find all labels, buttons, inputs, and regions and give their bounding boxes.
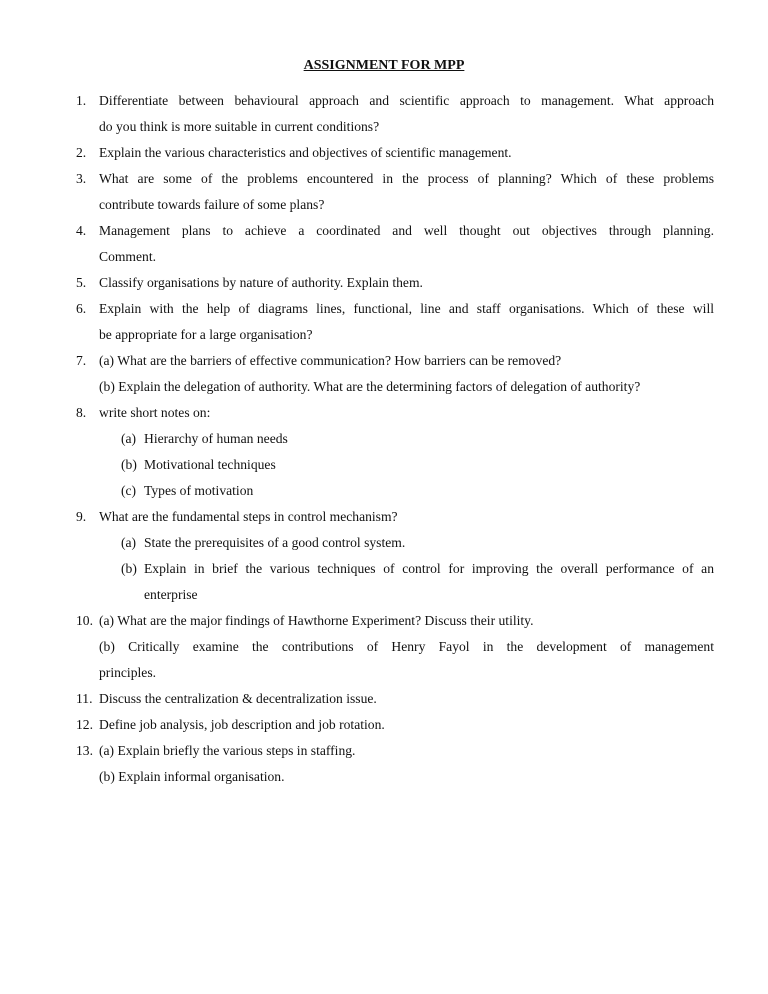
question-number: 6. bbox=[76, 301, 87, 316]
question-text bbox=[99, 348, 714, 400]
question-line: write short notes on: bbox=[99, 405, 211, 420]
question-number: 10. bbox=[76, 613, 93, 628]
question-number: 5. bbox=[76, 275, 87, 290]
question-number: 4. bbox=[76, 223, 87, 238]
question-text bbox=[99, 218, 714, 270]
sub-label: (c) bbox=[121, 483, 137, 498]
question-line: (b) Explain the delegation of authority. What are the determining factors of delegation of authority? bbox=[99, 379, 641, 394]
question-line: Explain with the help of diagrams lines, functional, line and staff organisations. Which of these will bbox=[99, 301, 714, 316]
sub-question bbox=[121, 530, 714, 556]
question-line: Comment. bbox=[99, 249, 157, 264]
question-line: Classify organisations by nature of authority. Explain them. bbox=[99, 275, 423, 290]
sub-text: Types of motivation bbox=[144, 483, 254, 498]
sub-question bbox=[121, 426, 714, 452]
question-text bbox=[99, 712, 714, 738]
question-text bbox=[99, 296, 714, 348]
question-line: (b) Critically examine the contributions of Henry Fayol in the development of management bbox=[99, 639, 714, 654]
question-number: 1. bbox=[76, 93, 87, 108]
question-number: 11. bbox=[76, 691, 93, 706]
question-line: (a) What are the major findings of Hawthorne Experiment? Discuss their utility. bbox=[99, 613, 534, 628]
sub-text: Hierarchy of human needs bbox=[144, 431, 288, 446]
question-line: What are the fundamental steps in control mechanism? bbox=[99, 509, 398, 524]
question-line: Explain the various characteristics and objectives of scientific management. bbox=[99, 145, 512, 160]
sub-label: (b) bbox=[121, 561, 137, 576]
question-text bbox=[99, 400, 714, 504]
question-line: Management plans to achieve a coordinated and well thought out objectives through planning. bbox=[99, 223, 714, 238]
sub-text: Explain in brief the various techniques of control for improving the overall performance of an bbox=[144, 561, 714, 576]
sub-label: (a) bbox=[121, 431, 137, 446]
question-text bbox=[99, 738, 714, 790]
question-line: Differentiate between behavioural approach and scientific approach to management. What approach bbox=[99, 93, 714, 108]
question-text bbox=[99, 270, 714, 296]
question-line: What are some of the problems encountered in the process of planning? Which of these problems bbox=[99, 171, 714, 186]
sub-label: (a) bbox=[121, 535, 137, 550]
question-text bbox=[99, 608, 714, 686]
question-text bbox=[99, 140, 714, 166]
sub-question bbox=[121, 478, 714, 504]
question-number: 12. bbox=[76, 717, 93, 732]
question-line: Define job analysis, job description and job rotation. bbox=[99, 717, 385, 732]
question-line: be appropriate for a large organisation? bbox=[99, 327, 313, 342]
question-number: 9. bbox=[76, 509, 87, 524]
question-number: 7. bbox=[76, 353, 87, 368]
question-line: contribute towards failure of some plans? bbox=[99, 197, 325, 212]
sub-line bbox=[121, 556, 714, 582]
sub-question bbox=[121, 452, 714, 478]
question-line: do you think is more suitable in current conditions? bbox=[99, 119, 380, 134]
question-line: Discuss the centralization & decentralization issue. bbox=[99, 691, 377, 706]
question-line: (b) Explain informal organisation. bbox=[99, 769, 285, 784]
question-number: 8. bbox=[76, 405, 87, 420]
question-number: 3. bbox=[76, 171, 87, 186]
question-line: (a) What are the barriers of effective communication? How barriers can be removed? bbox=[99, 353, 562, 368]
question-line: principles. bbox=[99, 665, 157, 680]
question-text bbox=[99, 88, 714, 140]
question-text bbox=[99, 166, 714, 218]
sub-label: (b) bbox=[121, 457, 137, 472]
assignment-title: ASSIGNMENT FOR MPP bbox=[303, 58, 465, 73]
sub-text: Motivational techniques bbox=[144, 457, 276, 472]
question-text bbox=[99, 504, 714, 608]
question-number: 2. bbox=[76, 145, 87, 160]
sub-text: State the prerequisites of a good control system. bbox=[144, 535, 406, 550]
question-line: (a) Explain briefly the various steps in staffing. bbox=[99, 743, 356, 758]
question-number: 13. bbox=[76, 743, 93, 758]
sub-text: enterprise bbox=[144, 587, 198, 602]
question-text bbox=[99, 686, 714, 712]
sub-question bbox=[121, 556, 714, 608]
